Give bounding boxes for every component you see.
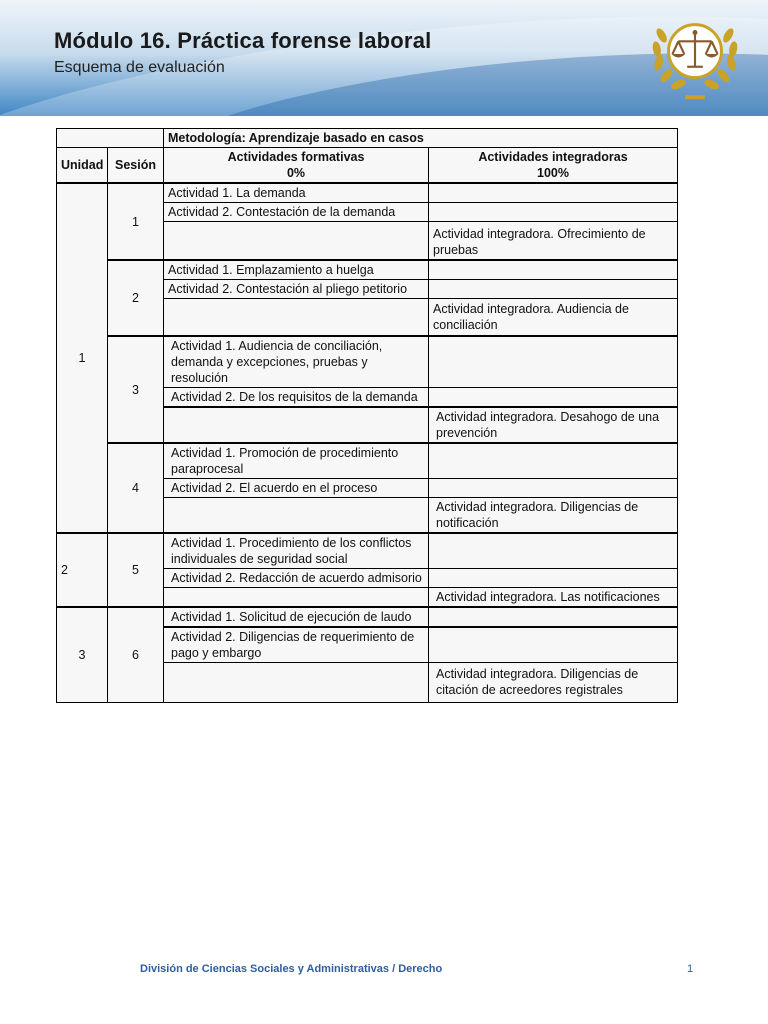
integrative-activity	[429, 336, 678, 388]
integrative-activity	[429, 388, 678, 408]
formative-activity: Actividad 2. Redacción de acuerdo admisorio	[164, 569, 429, 588]
table-row	[57, 183, 678, 203]
methodology-row	[57, 129, 678, 148]
session-cell: 5	[108, 533, 164, 607]
col-integradoras-percent: 100%	[537, 166, 569, 180]
unit-cell: 3	[57, 607, 108, 703]
session-cell: 1	[108, 183, 164, 260]
page-title: Módulo 16. Práctica forense laboral	[54, 28, 432, 53]
footer-division: División de Ciencias Sociales y Administrativas / Derecho	[140, 963, 443, 975]
scales-of-justice-icon	[646, 6, 744, 104]
integrative-activity	[429, 479, 678, 498]
integrative-activity	[429, 627, 678, 663]
integrative-activity: Actividad integradora. Desahogo de una prevención	[429, 407, 678, 443]
integrative-activity	[429, 607, 678, 627]
table-row	[57, 336, 678, 388]
integrative-activity	[429, 533, 678, 569]
formative-activity: Actividad 1. Emplazamiento a huelga	[164, 260, 429, 280]
integrative-activity: Actividad integradora. Las notificaciones	[429, 588, 678, 608]
formative-activity: Actividad 1. Procedimiento de los conflictos individuales de seguridad social	[164, 533, 429, 569]
formative-activity	[164, 222, 429, 261]
column-headers	[57, 148, 678, 184]
integrative-activity	[429, 183, 678, 203]
formative-activity: Actividad 1. Promoción de procedimiento paraprocesal	[164, 443, 429, 479]
integrative-activity: Actividad integradora. Audiencia de conciliación	[429, 299, 678, 337]
unit-cell: 1	[57, 183, 108, 533]
formative-activity	[164, 299, 429, 337]
col-formativas-header	[164, 148, 429, 184]
integrative-activity	[429, 443, 678, 479]
session-cell: 3	[108, 336, 164, 443]
col-sesion-header: Sesión	[108, 148, 164, 184]
unit-cell: 2	[57, 533, 108, 607]
formative-activity: Actividad 2. De los requisitos de la demanda	[164, 388, 429, 408]
session-cell: 6	[108, 607, 164, 703]
integrative-activity	[429, 203, 678, 222]
formative-activity: Actividad 2. Contestación de la demanda	[164, 203, 429, 222]
formative-activity: Actividad 1. Solicitud de ejecución de laudo	[164, 607, 429, 627]
page-number: 1	[687, 963, 694, 975]
col-unidad-header: Unidad	[57, 148, 108, 184]
table-row	[57, 607, 678, 627]
table-row	[57, 443, 678, 479]
formative-activity	[164, 498, 429, 534]
integrative-activity	[429, 569, 678, 588]
col-integradoras-header	[429, 148, 678, 184]
integrative-activity	[429, 280, 678, 299]
formative-activity: Actividad 1. Audiencia de conciliación, demanda y excepciones, pruebas y resolución	[164, 336, 429, 388]
integrative-activity: Actividad integradora. Diligencias de notificación	[429, 498, 678, 534]
formative-activity	[164, 588, 429, 608]
formative-activity: Actividad 2. Contestación al pliego petitorio	[164, 280, 429, 299]
page-subtitle: Esquema de evaluación	[54, 59, 225, 76]
page-header	[0, 0, 768, 116]
integrative-activity: Actividad integradora. Ofrecimiento de pruebas	[429, 222, 678, 261]
formative-activity: Actividad 2. Diligencias de requerimiento de pago y embargo	[164, 627, 429, 663]
formative-activity	[164, 407, 429, 443]
evaluation-table	[56, 128, 678, 703]
integrative-activity	[429, 260, 678, 280]
col-formativas-title: Actividades formativas	[227, 150, 365, 164]
col-integradoras-title: Actividades integradoras	[478, 150, 628, 164]
integrative-activity: Actividad integradora. Diligencias de citación de acreedores registrales	[429, 663, 678, 703]
formative-activity: Actividad 2. El acuerdo en el proceso	[164, 479, 429, 498]
blank-cell	[57, 129, 164, 148]
session-cell: 2	[108, 260, 164, 336]
col-formativas-percent: 0%	[286, 166, 306, 180]
formative-activity	[164, 663, 429, 703]
formative-activity: Actividad 1. La demanda	[164, 183, 429, 203]
methodology-label: Metodología: Aprendizaje basado en casos	[164, 129, 678, 148]
session-cell: 4	[108, 443, 164, 533]
table-row	[57, 533, 678, 569]
table-row	[57, 260, 678, 280]
